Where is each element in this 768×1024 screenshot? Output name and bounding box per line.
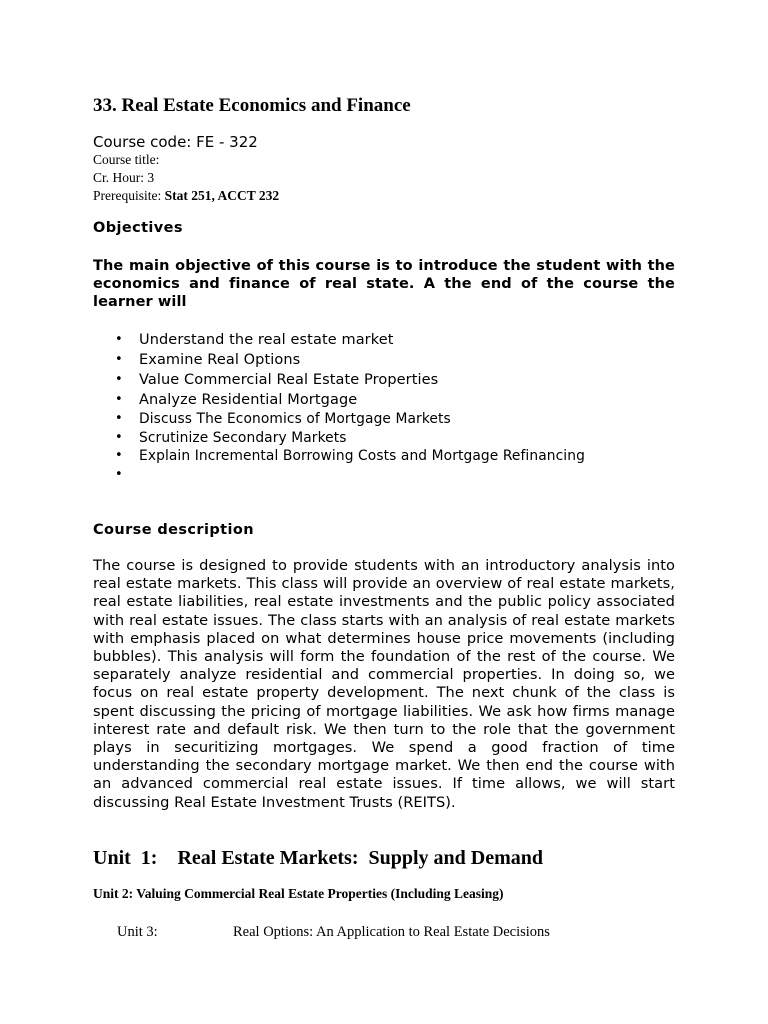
list-item (93, 410, 693, 429)
bullet-icon: • (115, 466, 123, 482)
list-item (93, 330, 693, 350)
description-heading: Course description (93, 522, 254, 538)
unit-3-title: Real Options: An Application to Real Estate Decisions (233, 924, 550, 940)
course-title: Course title: (93, 152, 160, 167)
list-item (93, 350, 693, 370)
objective-text: Analyze Residential Mortgage (139, 392, 358, 408)
list-item (93, 429, 693, 448)
bullet-icon: • (115, 429, 123, 445)
objective-intro: The main objective of this course is to introduce the student with the economics and finance of real state. A the end of the course the learner will (93, 258, 675, 310)
prerequisite (93, 188, 279, 204)
objective-text: Scrutinize Secondary Markets (139, 429, 347, 446)
list-item (93, 370, 693, 390)
list-item (93, 447, 693, 466)
bullet-icon: • (115, 372, 123, 387)
unit-1-heading: Unit 1: Real Estate Markets: Supply and Demand (93, 847, 544, 869)
bullet-icon: • (115, 448, 123, 463)
course-code: Course code: FE - 322 (93, 133, 258, 151)
list-item (93, 390, 693, 410)
list-item (93, 466, 693, 485)
prerequisite-value: Stat 251, ACCT 232 (164, 188, 280, 203)
prerequisite-label: Prerequisite: (93, 188, 165, 203)
objectives-list (93, 330, 693, 484)
objective-text: Understand the real estate market (139, 332, 394, 348)
bullet-icon: • (115, 392, 123, 407)
bullet-icon: • (115, 332, 123, 347)
objective-text: Explain Incremental Borrowing Costs and Mortgage Refinancing (139, 448, 585, 464)
bullet-icon: • (115, 352, 123, 367)
unit-2-heading: Unit 2: Valuing Commercial Real Estate Properties (Including Leasing) (93, 886, 504, 901)
objective-text: Value Commercial Real Estate Properties (139, 372, 439, 388)
bullet-icon: • (115, 411, 123, 426)
description-body: The course is designed to provide students with an introductory analysis into real estate markets. This class will provide an overview of real estate markets, real estate liabilities, real estate investments and the public policy associated with real estate issues. The class starts with an analysis of real estate markets with emphasis placed on what determines house price movements (including bubbles). This analysis will form the foundation of the rest of the course. We separately analyze residential and commercial properties. In doing so, we focus on real estate property development. The next chunk of the class is spent discussing the pricing of mortgage liabilities. We ask how firms manage interest rate and default risk. We then turn to the role that the government plays in securitizing mortgages. We spend a good fraction of time understanding the secondary mortgage market. We then end the course with an advanced commercial real estate issues. If time allows, we will start discussing Real Estate Investment Trusts (REITS). (93, 557, 675, 811)
objectives-heading: Objectives (93, 220, 183, 236)
objective-text: Discuss The Economics of Mortgage Markets (139, 411, 451, 427)
unit-3-label: Unit 3: (117, 924, 158, 940)
page-title: 33. Real Estate Economics and Finance (93, 95, 411, 116)
objective-text: Examine Real Options (139, 352, 301, 368)
credit-hour: Cr. Hour: 3 (93, 170, 155, 185)
